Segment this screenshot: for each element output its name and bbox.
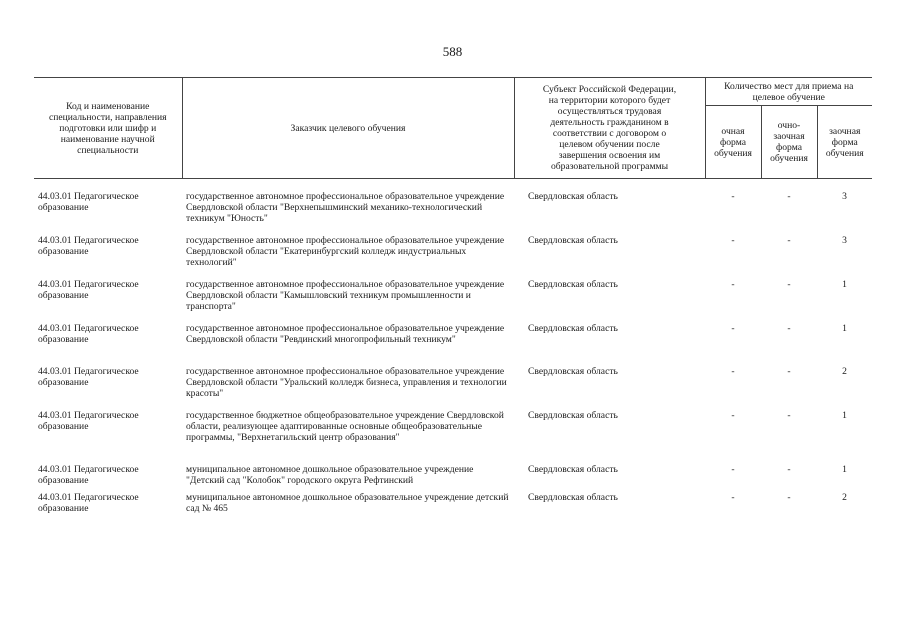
page-number: 588 xyxy=(442,44,463,59)
row-specialty: 44.03.01 Педагогическое образование xyxy=(38,235,139,257)
table-row xyxy=(34,464,872,492)
row-region: Свердловская область xyxy=(528,191,618,202)
row-region: Свердловская область xyxy=(528,366,618,377)
row-parttime: - xyxy=(787,235,791,246)
row-customer: государственное автономное профессиональное образовательное учреждение Свердловской области "Верхнепышминский механико-технологический техникум "Юность" xyxy=(186,191,505,224)
row-distance: 1 xyxy=(842,323,847,334)
row-fulltime: - xyxy=(731,410,735,421)
table-row xyxy=(34,235,872,279)
row-region: Свердловская область xyxy=(528,235,618,246)
table-row xyxy=(34,410,872,464)
row-region: Свердловская область xyxy=(528,323,618,334)
row-distance: 2 xyxy=(842,492,847,503)
row-parttime: - xyxy=(787,366,791,377)
row-customer: государственное автономное профессиональное образовательное учреждение Свердловской области "Ревдинский многопрофильный техникум" xyxy=(186,323,505,345)
row-customer: муниципальное автономное дошкольное образовательное учреждение "Детский сад "Колобок" городского округа Рефтинский xyxy=(186,464,474,486)
row-parttime: - xyxy=(787,323,791,334)
row-fulltime: - xyxy=(731,366,735,377)
header-fulltime: очная форма обучения xyxy=(705,106,761,179)
header-region: Субъект Российской Федерации, на территории которого будет осуществляться трудовая деятельность гражданином в соответствии с договором о целевом обучении после завершения освоения им образовательной программы xyxy=(514,78,705,179)
row-specialty: 44.03.01 Педагогическое образование xyxy=(38,492,139,514)
row-customer: государственное автономное профессиональное образовательное учреждение Свердловской области "Уральский колледж бизнеса, управления и технологии красоты" xyxy=(186,366,507,399)
row-distance: 1 xyxy=(842,410,847,421)
row-distance: 3 xyxy=(842,191,847,202)
row-customer: государственное автономное профессиональное образовательное учреждение Свердловской области "Камышловский техникум промышленности и транспорта" xyxy=(186,279,505,312)
row-parttime: - xyxy=(787,410,791,421)
row-specialty: 44.03.01 Педагогическое образование xyxy=(38,464,139,486)
header-places: Количество мест для приема на целевое обучение xyxy=(705,78,872,106)
row-parttime: - xyxy=(787,279,791,290)
row-region: Свердловская область xyxy=(528,410,618,421)
table-row xyxy=(34,366,872,410)
target-training-table xyxy=(34,77,872,520)
row-specialty: 44.03.01 Педагогическое образование xyxy=(38,323,139,345)
row-fulltime: - xyxy=(731,191,735,202)
row-region: Свердловская область xyxy=(528,464,618,475)
header-specialty: Код и наименование специальности, направления подготовки или шифр и наименование научной специальности xyxy=(34,78,182,179)
row-customer: государственное бюджетное общеобразовательное учреждение Свердловской области, реализующее адаптированные основные общеобразовательные программы, "Верхнетагильский центр образования" xyxy=(186,410,504,443)
row-specialty: 44.03.01 Педагогическое образование xyxy=(38,410,139,432)
row-parttime: - xyxy=(787,464,791,475)
row-customer: государственное автономное профессиональное образовательное учреждение Свердловской области "Екатеринбургский колледж индустриальных технологий" xyxy=(186,235,505,268)
row-customer: муниципальное автономное дошкольное образовательное учреждение детский сад № 465 xyxy=(186,492,509,514)
row-distance: 3 xyxy=(842,235,847,246)
row-fulltime: - xyxy=(731,492,735,503)
row-distance: 1 xyxy=(842,464,847,475)
table-row xyxy=(34,191,872,235)
row-fulltime: - xyxy=(731,464,735,475)
header-customer: Заказчик целевого обучения xyxy=(182,78,514,179)
row-specialty: 44.03.01 Педагогическое образование xyxy=(38,279,139,301)
row-distance: 1 xyxy=(842,279,847,290)
row-parttime: - xyxy=(787,492,791,503)
row-specialty: 44.03.01 Педагогическое образование xyxy=(38,191,139,213)
header-parttime: очно-заочная форма обучения xyxy=(761,106,817,179)
table-row xyxy=(34,323,872,366)
row-fulltime: - xyxy=(731,323,735,334)
row-fulltime: - xyxy=(731,235,735,246)
row-region: Свердловская область xyxy=(528,492,618,503)
table-row xyxy=(34,492,872,520)
table-row xyxy=(34,279,872,323)
row-parttime: - xyxy=(787,191,791,202)
row-region: Свердловская область xyxy=(528,279,618,290)
row-specialty: 44.03.01 Педагогическое образование xyxy=(38,366,139,388)
header-distance: заочная форма обучения xyxy=(817,106,872,179)
row-fulltime: - xyxy=(731,279,735,290)
row-distance: 2 xyxy=(842,366,847,377)
